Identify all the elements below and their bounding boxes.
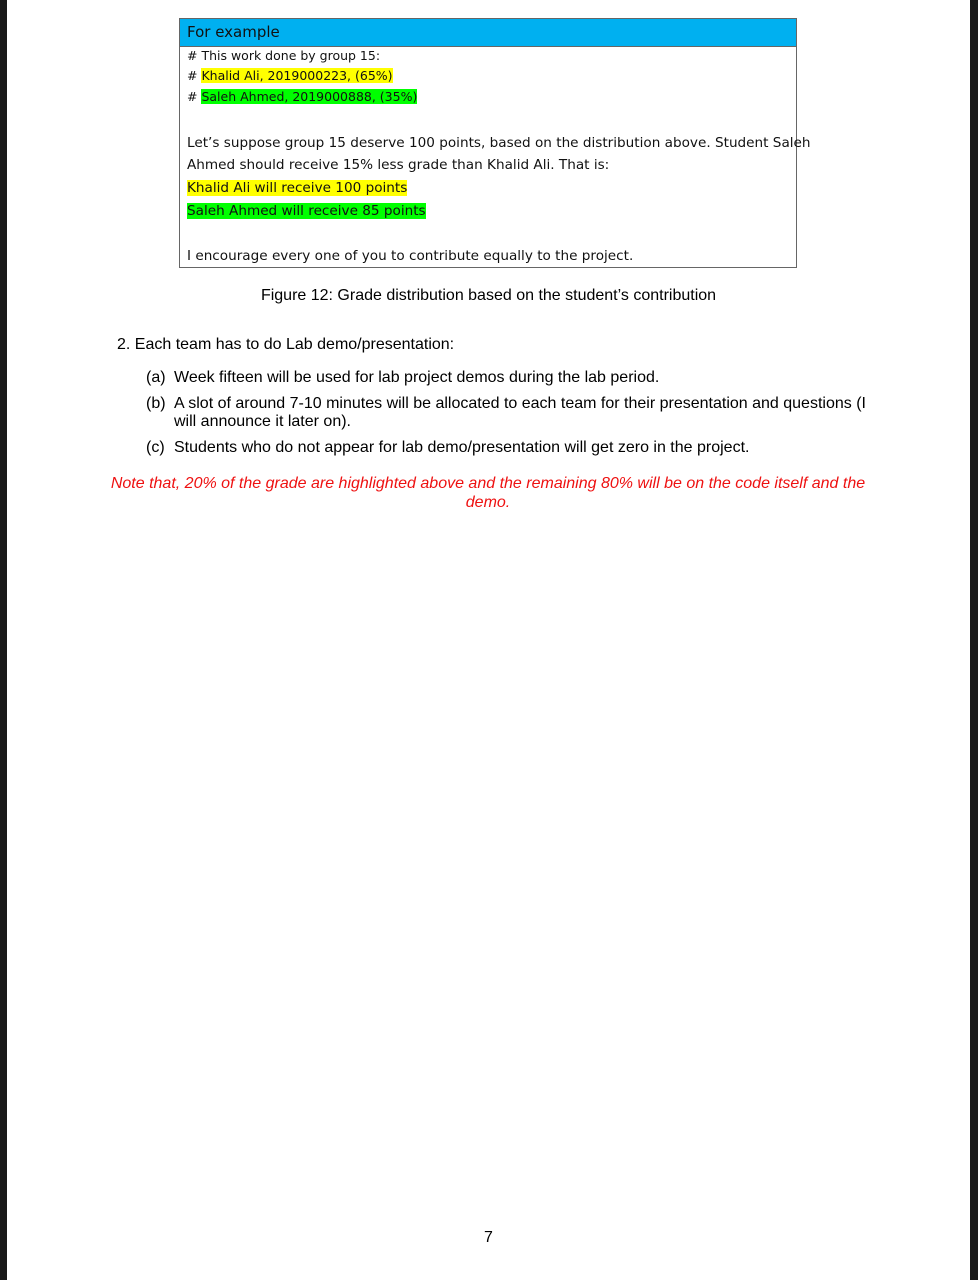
result-line-1 (187, 180, 407, 196)
member-saleh: Saleh Ahmed, 2019000888, (35%) (201, 89, 418, 104)
sublist-marker: (a) (146, 369, 166, 386)
member-line-1 (187, 68, 393, 83)
figure-caption: Figure 12: Grade distribution based on the student’s contribution (260, 287, 717, 304)
list-number: 2. (117, 336, 131, 353)
sublist-text: Students who do not appear for lab demo/presentation will get zero in the project. (174, 439, 750, 456)
result-line-2 (187, 203, 426, 219)
member-khalid: Khalid Ali, 2019000223, (65%) (201, 68, 393, 83)
sublist-marker: (b) (146, 395, 166, 412)
member-line-2 (187, 89, 417, 104)
paragraph-line-1: Let’s suppose group 15 deserve 100 points, based on the distribution above. Student Saleh (187, 135, 811, 151)
result-saleh: Saleh Ahmed will receive 85 points (187, 203, 426, 219)
comment-prefix: # (187, 68, 202, 83)
page-number: 7 (484, 1229, 493, 1246)
left-border (0, 0, 7, 1280)
list-item-2 (117, 336, 454, 354)
group-line: # This work done by group 15: (187, 48, 381, 63)
closing-line: I encourage every one of you to contribute equally to the project. (187, 248, 634, 264)
figure-header: For example (180, 19, 796, 47)
sublist-text: Week fifteen will be used for lab project demos during the lab period. (174, 369, 660, 386)
sublist-text-continued: will announce it later on). (174, 413, 351, 430)
result-khalid: Khalid Ali will receive 100 points (187, 180, 408, 196)
right-border (970, 0, 978, 1280)
document-page (7, 0, 970, 1280)
example-figure (179, 18, 811, 268)
comment-prefix: # (187, 89, 202, 104)
sublist-text: A slot of around 7-10 minutes will be allocated to each team for their presentation and questions (I (174, 395, 866, 412)
grading-note: Note that, 20% of the grade are highlighted above and the remaining 80% will be on the code itself and the demo. (110, 475, 866, 511)
list-title: Each team has to do Lab demo/presentation: (134, 336, 455, 353)
paragraph-line-2: Ahmed should receive 15% less grade than Khalid Ali. That is: (187, 157, 610, 173)
sublist-marker: (c) (146, 439, 165, 456)
